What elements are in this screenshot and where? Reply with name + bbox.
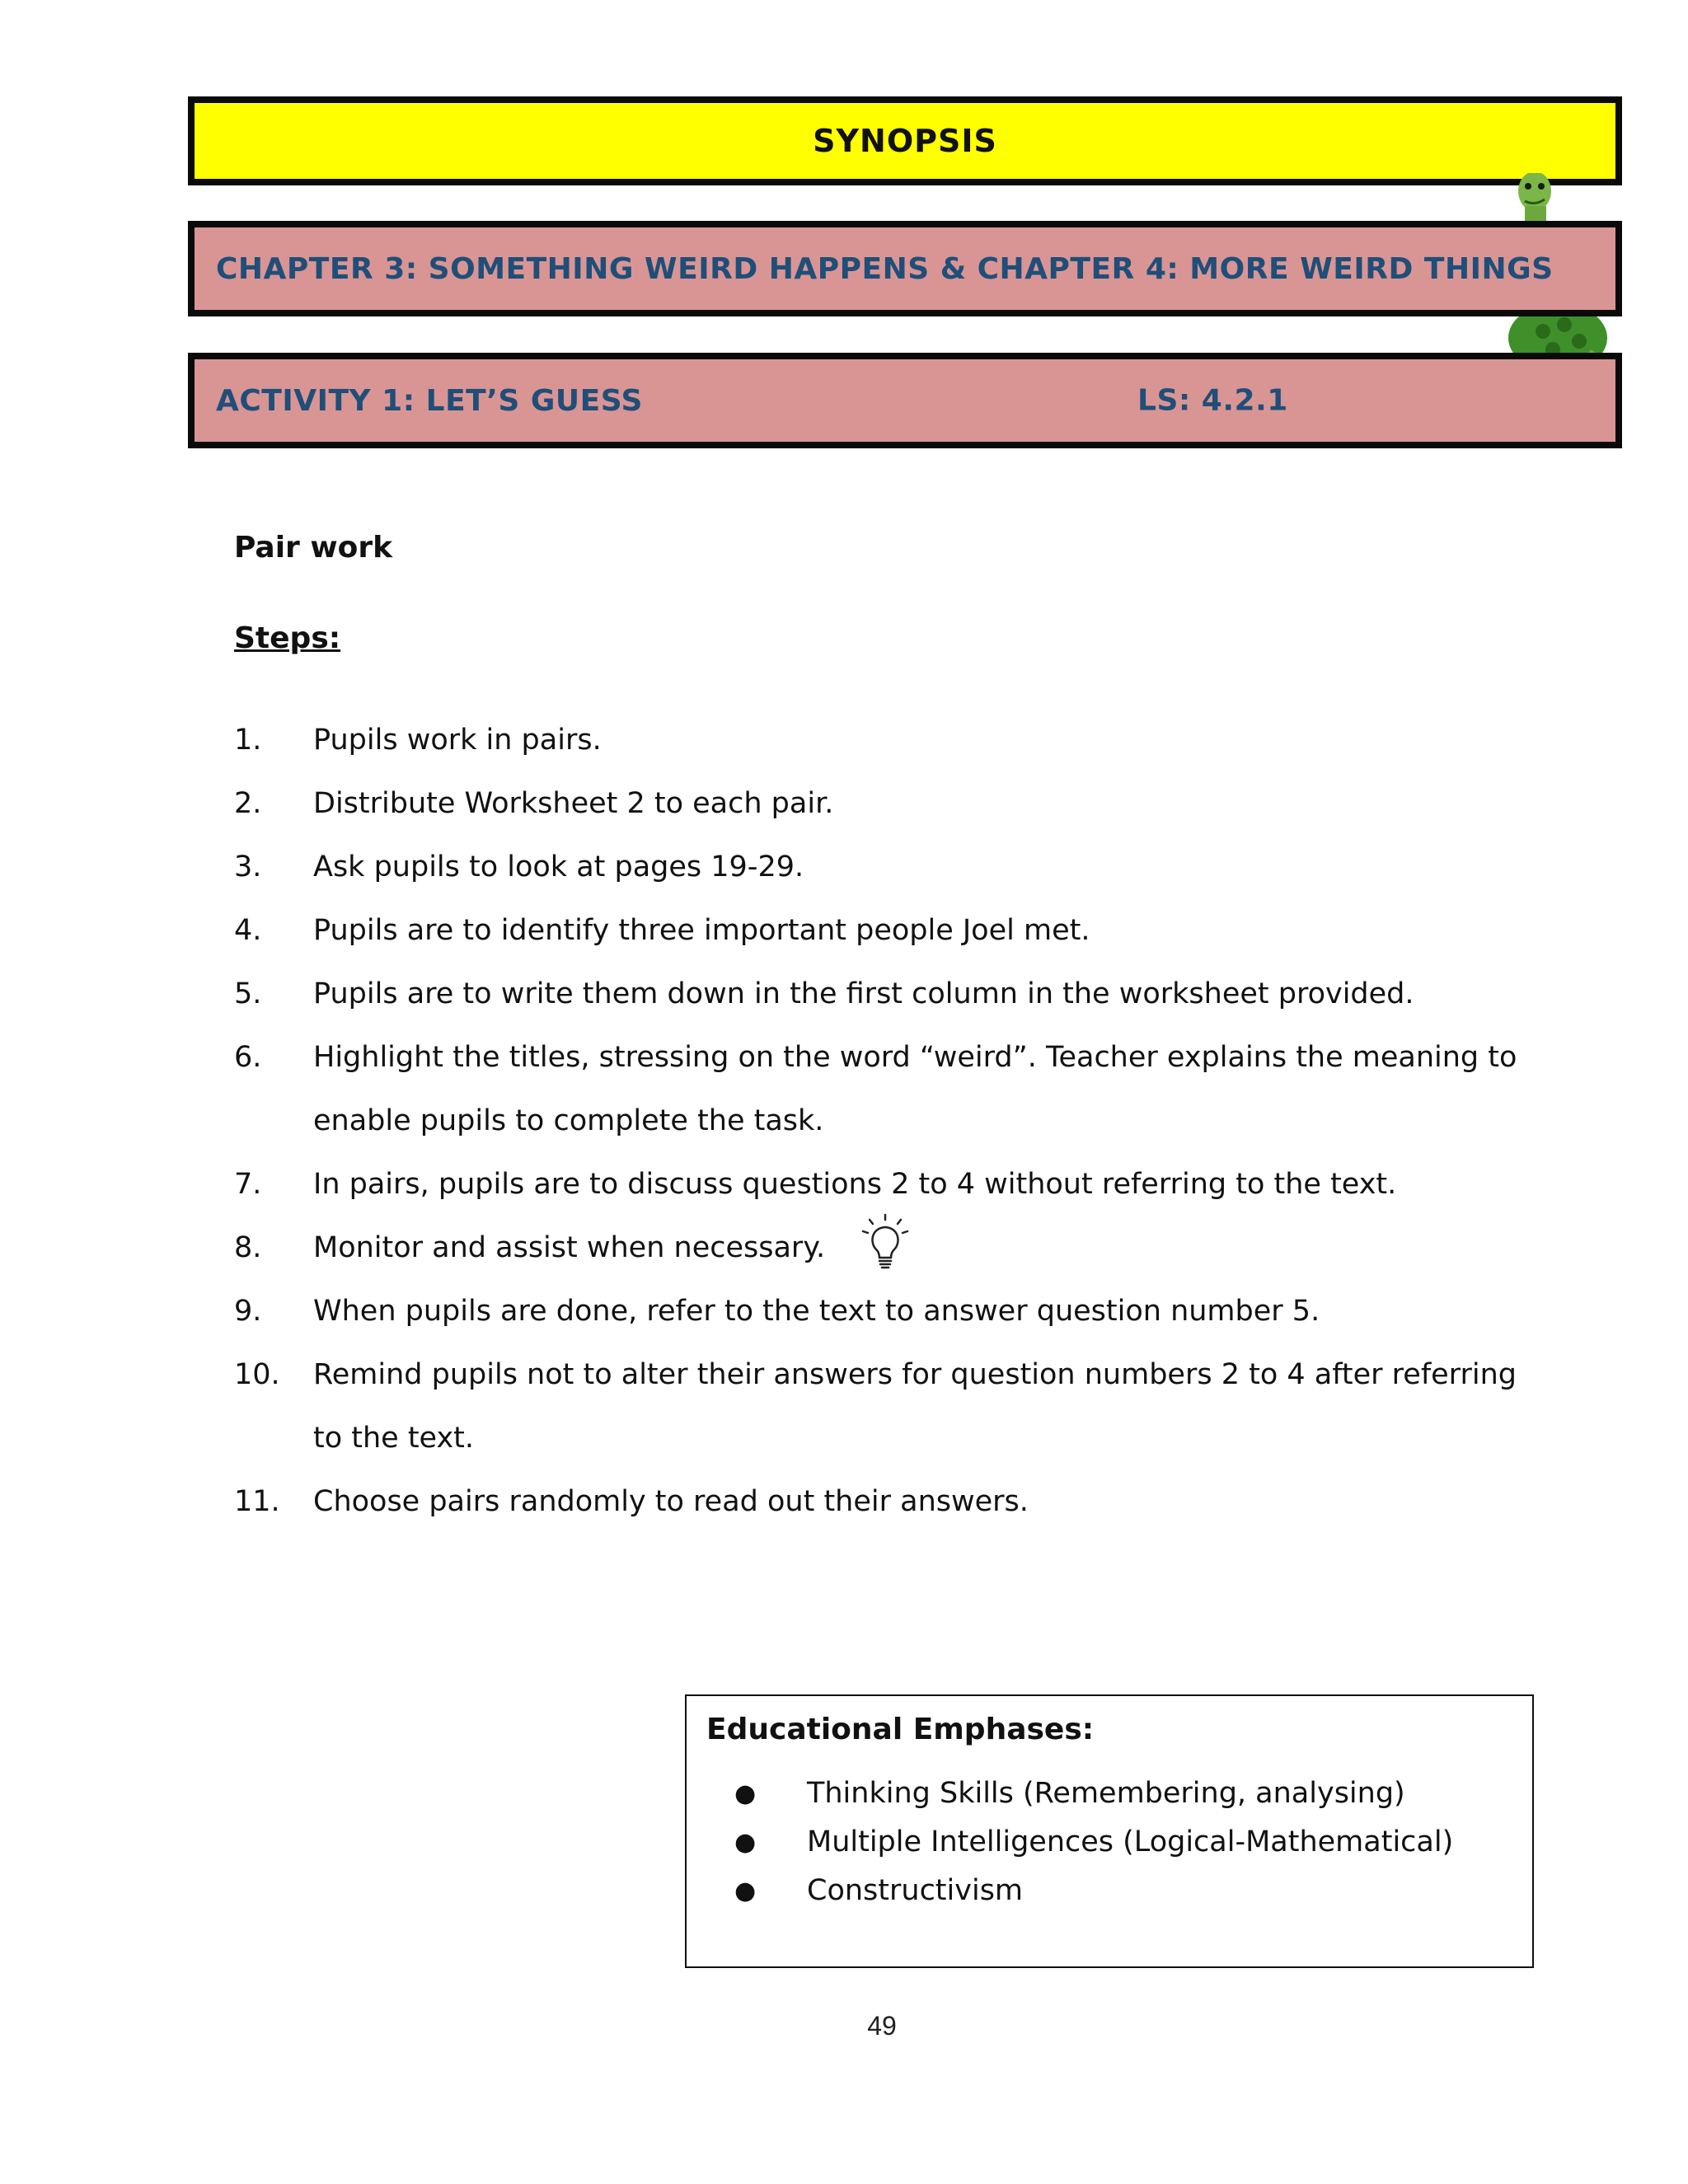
step-number: 4. xyxy=(234,914,262,947)
activity-banner xyxy=(188,353,1622,448)
step-text: Remind pupils not to alter their answers for question numbers 2 to 4 after referring to the text. xyxy=(313,1358,1517,1455)
step-number: 9. xyxy=(234,1295,262,1328)
emphasis-text: Multiple Intelligences (Logical-Mathematical) xyxy=(807,1825,1454,1858)
step-item xyxy=(234,772,1536,836)
grouping-label: Pair work xyxy=(234,531,393,565)
step-number: 6. xyxy=(234,1041,262,1074)
step-number: 7. xyxy=(234,1168,262,1201)
step-item xyxy=(234,899,1536,963)
step-text: Ask pupils to look at pages 19-29. xyxy=(313,851,804,883)
step-number: 1. xyxy=(234,724,262,757)
emphasis-item xyxy=(706,1818,1512,1867)
step-text: Pupils are to identify three important people Joel met. xyxy=(313,914,1090,947)
steps-heading: Steps: xyxy=(234,621,341,655)
emphasis-item xyxy=(706,1867,1512,1915)
step-number: 5. xyxy=(234,977,262,1010)
chapter-banner xyxy=(188,221,1622,316)
step-text: Pupils are to write them down in the first column in the worksheet provided. xyxy=(313,977,1414,1010)
steps-list xyxy=(234,709,1536,1534)
step-item xyxy=(234,1470,1536,1534)
step-item xyxy=(234,1216,1536,1280)
step-number: 10. xyxy=(234,1358,280,1391)
chapter-title: CHAPTER 3: SOMETHING WEIRD HAPPENS & CHAPTER 4: MORE WEIRD THINGS xyxy=(216,251,1554,286)
step-item xyxy=(234,1153,1536,1216)
emphasis-item xyxy=(706,1769,1512,1818)
step-text: When pupils are done, refer to the text to answer question number 5. xyxy=(313,1295,1320,1328)
step-text-with-icon xyxy=(313,1216,1536,1280)
emphasis-text: Thinking Skills (Remembering, analysing) xyxy=(807,1777,1405,1810)
step-item xyxy=(234,963,1536,1026)
step-number: 8. xyxy=(234,1231,262,1264)
step-text: Choose pairs randomly to read out their answers. xyxy=(313,1485,1029,1518)
step-item xyxy=(234,709,1536,772)
step-number: 3. xyxy=(234,851,262,883)
activity-title: ACTIVITY 1: LET’S GUESS xyxy=(216,383,643,418)
bullet-icon: ● xyxy=(734,1828,757,1857)
step-text: Distribute Worksheet 2 to each pair. xyxy=(313,787,834,820)
step-item xyxy=(234,1280,1536,1343)
learning-standard: LS: 4.2.1 xyxy=(1137,383,1288,418)
synopsis-title: SYNOPSIS xyxy=(813,123,997,159)
step-item xyxy=(234,836,1536,899)
lightbulb-icon xyxy=(860,1213,911,1271)
step-text: In pairs, pupils are to discuss questions 2 to 4 without referring to the text. xyxy=(313,1168,1397,1201)
step-number: 11. xyxy=(234,1485,280,1518)
step-text: Highlight the titles, stressing on the word “weird”. Teacher explains the meaning to enable pupils to complete the task. xyxy=(313,1041,1517,1137)
emphases-list xyxy=(706,1769,1512,1915)
bullet-icon: ● xyxy=(734,1779,757,1808)
step-item xyxy=(234,1026,1536,1153)
synopsis-banner xyxy=(188,96,1622,185)
emphases-title: Educational Emphases: xyxy=(706,1713,1095,1746)
step-text: Pupils work in pairs. xyxy=(313,724,602,757)
educational-emphases-box xyxy=(685,1694,1534,1968)
emphasis-text: Constructivism xyxy=(807,1874,1024,1907)
page-number: 49 xyxy=(867,2011,897,2041)
step-number: 2. xyxy=(234,787,262,820)
step-text: Monitor and assist when necessary. xyxy=(313,1231,826,1264)
step-item xyxy=(234,1343,1536,1470)
bullet-icon: ● xyxy=(734,1877,757,1905)
